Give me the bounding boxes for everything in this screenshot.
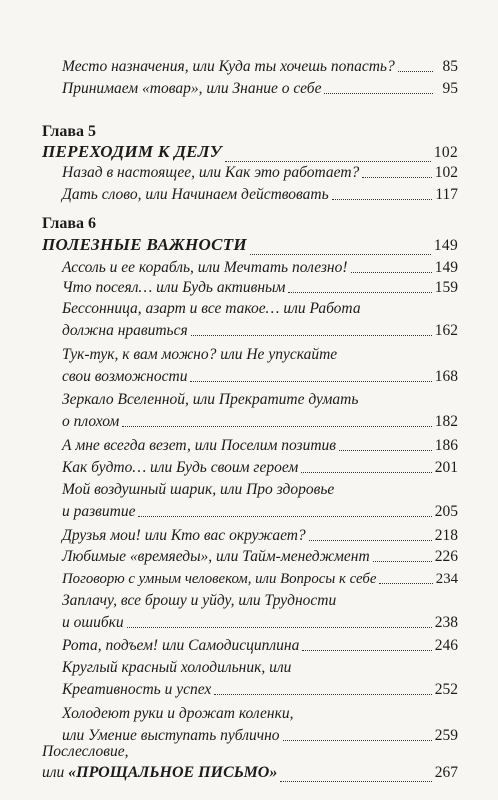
- dot-leader: [339, 450, 432, 451]
- dot-leader: [332, 199, 433, 200]
- dot-leader: [324, 93, 433, 94]
- dot-leader: [309, 540, 432, 541]
- toc-entry: [62, 57, 458, 77]
- dot-leader: [283, 740, 432, 741]
- dot-leader: [288, 292, 431, 293]
- entry-title: и развитие: [62, 503, 136, 520]
- entry-page: 95: [442, 80, 458, 97]
- entry-page: 238: [434, 614, 458, 631]
- toc-entry: [62, 480, 458, 522]
- entry-title: Дать слово, или Начинаем действовать: [62, 186, 329, 203]
- toc-entry: [62, 526, 458, 546]
- toc-entry: [62, 278, 458, 298]
- entry-page: 186: [434, 437, 458, 454]
- toc-entry: [62, 458, 458, 478]
- toc-entry: [62, 79, 458, 99]
- dot-leader: [351, 272, 432, 273]
- entry-page: 162: [434, 322, 458, 339]
- entry-page: 85: [442, 58, 458, 75]
- chapter-label: Глава 6: [42, 215, 96, 232]
- chapter-title: [42, 234, 458, 257]
- toc-entry: [62, 658, 458, 700]
- entry-title: должна нравиться: [62, 322, 188, 339]
- dot-leader: [280, 781, 431, 782]
- dot-leader: [190, 381, 431, 382]
- entry-title: о плохом: [62, 413, 120, 430]
- entry-title: Друзья мои! или Кто вас окружает?: [62, 527, 306, 544]
- entry-page: 226: [434, 548, 458, 565]
- dot-leader: [214, 694, 431, 695]
- entry-page: 102: [434, 164, 458, 181]
- toc-entry: [62, 258, 458, 278]
- entry-title-line1: Мой воздушный шарик, или Про здоровье: [62, 481, 335, 498]
- entry-title-line1: Зеркало Вселенной, или Прекратите думать: [62, 391, 359, 408]
- dot-leader: [301, 472, 432, 473]
- dot-leader: [250, 254, 431, 255]
- afterword-page: 267: [434, 764, 458, 781]
- toc-entry: [62, 591, 458, 633]
- dot-leader: [302, 650, 431, 651]
- chapter-label: Глава 5: [42, 123, 96, 140]
- entry-title: Поговорю с умным человеком, или Вопросы к себе: [62, 571, 377, 587]
- entry-title: Ассоль и ее корабль, или Мечтать полезно!: [62, 259, 348, 276]
- entry-title-line1: Круглый красный холодильник, или: [62, 659, 292, 676]
- entry-page: 201: [434, 459, 458, 476]
- dot-leader: [379, 583, 432, 584]
- toc-entry: [62, 547, 458, 567]
- dot-leader: [127, 627, 432, 628]
- entry-title: А мне всегда везет, или Поселим позитив: [62, 437, 337, 454]
- toc-entry: [62, 185, 458, 205]
- entry-page: 168: [434, 368, 458, 385]
- entry-title-line1: Холодеют руки и дрожат коленки,: [62, 705, 294, 722]
- entry-page: 205: [434, 503, 458, 520]
- dot-leader: [191, 335, 432, 336]
- afterword-entry: [42, 742, 458, 783]
- toc-entry: [62, 436, 458, 456]
- toc-entry: [62, 163, 458, 183]
- chapter-page: 149: [433, 237, 458, 254]
- entry-page: 159: [434, 279, 458, 296]
- entry-title-line1: Тук-тук, к вам можно? или Не упускайте: [62, 346, 338, 363]
- toc-entry: [62, 299, 458, 341]
- toc-entry: [62, 390, 458, 432]
- dot-leader: [138, 516, 431, 517]
- entry-page: 234: [435, 571, 458, 587]
- entry-title-line1: Бессонница, азарт и все такое… или Работа: [62, 300, 361, 317]
- afterword-label: Послесловие,: [42, 743, 129, 760]
- entry-title: Любимые «времяеды», или Тайм-менеджмент: [62, 548, 370, 565]
- entry-title: Креативность и успех: [62, 681, 212, 698]
- entry-title: Как будто… или Будь своим героем: [62, 459, 299, 476]
- toc-entry: [62, 636, 458, 656]
- chapter-title-text: ПОЛЕЗНЫЕ ВАЖНОСТИ: [42, 235, 247, 254]
- entry-title: свои возможности: [62, 368, 188, 385]
- entry-title: Что посеял… или Будь активным: [62, 279, 286, 296]
- entry-page: 259: [434, 727, 458, 744]
- dot-leader: [373, 561, 432, 562]
- dot-leader: [362, 177, 431, 178]
- entry-title: Рота, подъем! или Самодисциплина: [62, 637, 300, 654]
- entry-title: Назад в настоящее, или Как это работает?: [62, 164, 360, 181]
- entry-page: 218: [434, 527, 458, 544]
- entry-page: 149: [434, 259, 458, 276]
- chapter-page: 102: [433, 144, 458, 161]
- dot-leader: [122, 426, 431, 427]
- entry-title: или Умение выступать публично: [62, 727, 280, 744]
- entry-page: 182: [434, 413, 458, 430]
- entry-title: и ошибки: [62, 614, 124, 631]
- entry-page: 117: [435, 186, 458, 203]
- entry-page: 252: [434, 681, 458, 698]
- dot-leader: [225, 161, 431, 162]
- chapter-title: [42, 141, 458, 164]
- entry-page: 246: [434, 637, 458, 654]
- afterword-prefix: или: [42, 764, 69, 781]
- entry-title: Принимаем «товар», или Знание о себе: [62, 80, 322, 97]
- entry-title: Место назначения, или Куда ты хочешь попасть?: [62, 58, 395, 75]
- toc-entry: [62, 345, 458, 387]
- afterword-title: «ПРОЩАЛЬНОЕ ПИСЬМО»: [68, 764, 278, 781]
- toc-entry: [62, 569, 458, 589]
- toc-entry: [62, 704, 458, 746]
- chapter-title-text: ПЕРЕХОДИМ К ДЕЛУ: [42, 142, 222, 161]
- entry-title-line1: Заплачу, все брошу и уйду, или Трудности: [62, 592, 337, 609]
- dot-leader: [398, 71, 433, 72]
